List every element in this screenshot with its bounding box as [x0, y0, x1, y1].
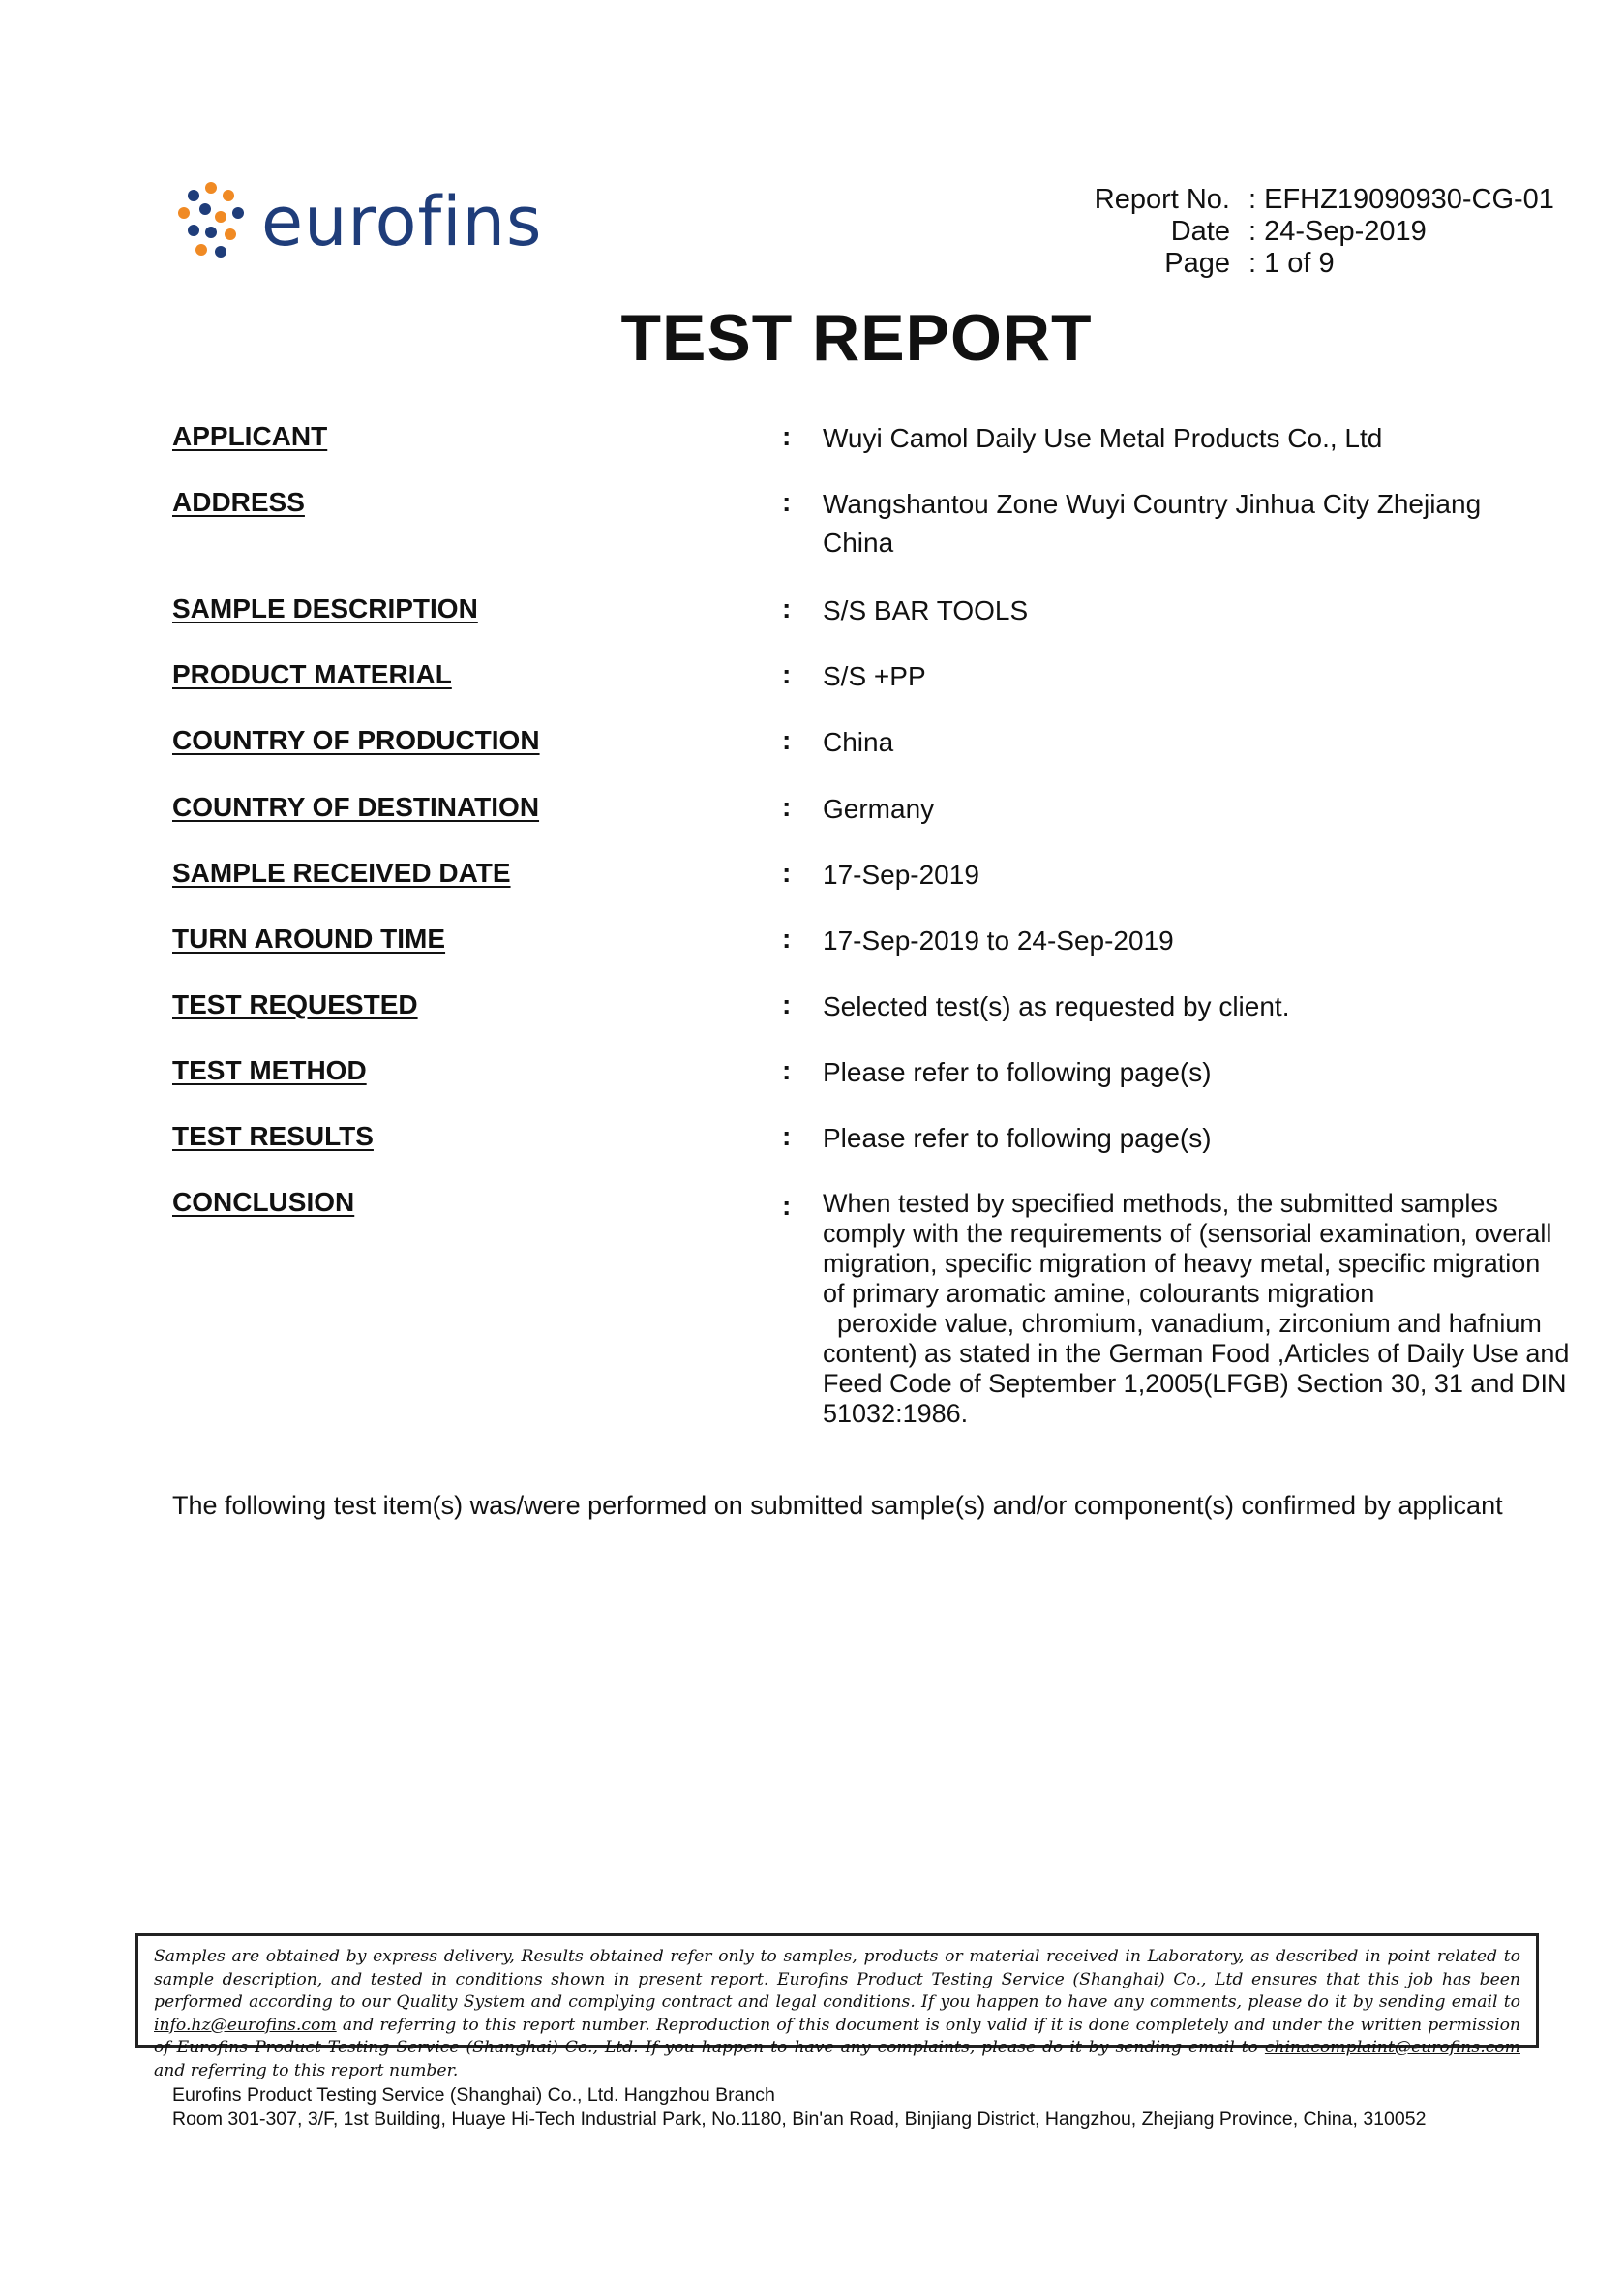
field-label: COUNTRY OF DESTINATION — [172, 792, 540, 822]
field-value: Germany — [823, 794, 935, 824]
field-value: Wuyi Camol Daily Use Metal Products Co., Ltd — [823, 423, 1383, 453]
field-colon: : — [782, 924, 792, 954]
info-email-link[interactable]: info.hz@eurofins.com — [154, 2015, 337, 2035]
field-label: ADDRESS — [172, 487, 305, 517]
field-label: APPLICANT — [172, 421, 328, 451]
field-colon: : — [782, 989, 792, 1019]
page-title: TEST REPORT — [620, 301, 1093, 375]
eurofins-logo — [172, 180, 543, 267]
field-label: TEST RESULTS — [172, 1121, 374, 1151]
eurofins-dots-icon — [172, 182, 250, 259]
field-colon: : — [782, 1121, 792, 1151]
field-label: CONCLUSION — [172, 1187, 355, 1217]
report-no-value: : EFHZ19090930-CG-01 — [1248, 184, 1554, 215]
following-test-items-note: The following test item(s) was/were performed on submitted sample(s) and/or component(s) confirmed by applicant — [172, 1491, 1503, 1520]
field-colon: : — [782, 858, 792, 888]
conclusion-line: of primary aromatic amine, colourants migration — [823, 1279, 1375, 1308]
conclusion-line: peroxide value, chromium, vanadium, zirconium and hafnium — [823, 1309, 1542, 1338]
field-value — [823, 485, 1587, 562]
complaint-email-link[interactable]: chinacomplaint@eurofins.com — [1264, 2038, 1520, 2057]
disclaimer-text: Samples are obtained by express delivery, Results obtained refer only to samples, products or material received in Laboratory, as described in point related to sample description, and tested in conditions shown in present report. Eurofins Product Testing Service (Shanghai) Co., Ltd ensures that this job has been performed according to our Quality System and complying contract and legal conditions. If you happen to have any comments, please do it by sending email to — [154, 1947, 1520, 2012]
field-label: TEST METHOD — [172, 1055, 367, 1085]
field-colon: : — [782, 487, 792, 517]
field-value: S/S BAR TOOLS — [823, 595, 1029, 625]
report-no-label: Report No. — [1094, 184, 1230, 215]
field-value: S/S +PP — [823, 661, 926, 691]
footer-address — [172, 2083, 1426, 2132]
conclusion-line: migration, specific migration of heavy metal, specific migration — [823, 1249, 1541, 1278]
page-label: Page — [1164, 248, 1230, 279]
disclaimer-box — [135, 1933, 1539, 2080]
address-line: China — [823, 528, 894, 558]
field-value: 17-Sep-2019 — [823, 860, 979, 890]
field-colon: : — [782, 1191, 792, 1221]
field-label: TURN AROUND TIME — [172, 924, 446, 954]
date-label: Date — [1170, 216, 1230, 247]
conclusion-line: 51032:1986. — [823, 1399, 969, 1428]
footer-street: Room 301-307, 3/F, 1st Building, Huaye Hi-Tech Industrial Park, No.1180, Bin'an Road, Binjiang District, Hangzhou, Zhejiang Province, China, 310052 — [172, 2109, 1427, 2130]
field-value: Please refer to following page(s) — [823, 1057, 1212, 1087]
field-label: SAMPLE DESCRIPTION — [172, 593, 478, 623]
conclusion-line: comply with the requirements of (sensorial examination, overall — [823, 1219, 1552, 1248]
conclusion-line: Feed Code of September 1,2005(LFGB) Section 30, 31 and DIN — [823, 1369, 1567, 1398]
field-value — [823, 1189, 1597, 1429]
field-colon: : — [782, 725, 792, 755]
field-label: TEST REQUESTED — [172, 989, 418, 1019]
field-colon: : — [782, 421, 792, 451]
date-value: : 24-Sep-2019 — [1248, 216, 1427, 247]
field-value: 17-Sep-2019 to 24-Sep-2019 — [823, 926, 1174, 956]
field-colon: : — [782, 792, 792, 822]
address-line: Wangshantou Zone Wuyi Country Jinhua City Zhejiang — [823, 489, 1482, 519]
field-colon: : — [782, 593, 792, 623]
field-label: SAMPLE RECEIVED DATE — [172, 858, 511, 888]
field-value: Selected test(s) as requested by client. — [823, 991, 1290, 1021]
field-label: PRODUCT MATERIAL — [172, 659, 452, 689]
conclusion-line: When tested by specified methods, the submitted samples — [823, 1189, 1498, 1218]
field-value: China — [823, 727, 894, 757]
page-value: : 1 of 9 — [1248, 248, 1335, 279]
disclaimer-text: and referring to this report number. — [154, 2060, 459, 2080]
field-colon: : — [782, 1055, 792, 1085]
disclaimer-text: and referring to this report number. Reproduction of this document is only valid if it is done completely and under the written permission of Eurofins Product Testing Service (Shanghai) Co., Ltd. If you happen to have any complaints, please do it by sending email to — [154, 2015, 1520, 2057]
field-colon: : — [782, 659, 792, 689]
logo-wordmark: eurofins — [261, 182, 543, 261]
footer-company: Eurofins Product Testing Service (Shanghai) Co., Ltd. Hangzhou Branch — [172, 2084, 775, 2106]
field-value: Please refer to following page(s) — [823, 1123, 1212, 1153]
conclusion-line: content) as stated in the German Food ,Articles of Daily Use and — [823, 1339, 1570, 1368]
field-label: COUNTRY OF PRODUCTION — [172, 725, 540, 755]
